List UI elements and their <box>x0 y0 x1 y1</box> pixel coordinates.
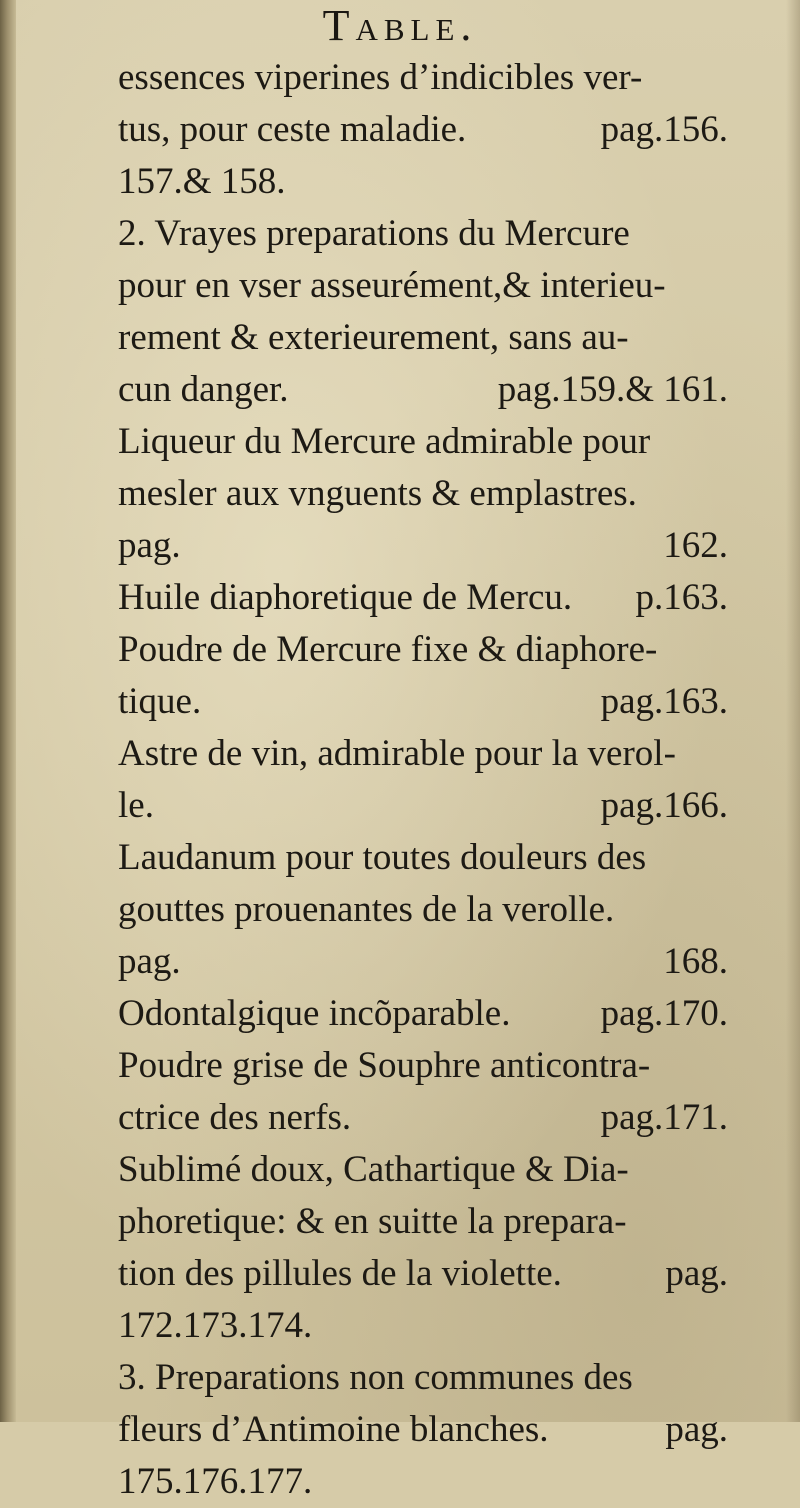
page-reference: pag.171. <box>600 1097 728 1138</box>
entry-line <box>118 1352 728 1404</box>
entry-line <box>118 1300 728 1352</box>
entry-text: cun danger. <box>118 369 289 410</box>
entry-line <box>118 520 728 572</box>
entry-text: rement & exterieurement, sans au- <box>118 317 629 358</box>
page-reference: pag.159.& 161. <box>497 369 728 410</box>
table-entry <box>118 1144 728 1352</box>
entry-line <box>118 364 728 416</box>
entry-line <box>118 312 728 364</box>
entry-text: tus, pour ceste maladie. <box>118 109 467 150</box>
entry-text: Poudre grise de Souphre anticontra- <box>118 1045 651 1086</box>
entry-text: pour en vser asseurément,& interieu- <box>118 265 666 306</box>
table-entry <box>118 832 728 988</box>
table-entry <box>118 208 728 416</box>
entry-text: essences viperines d’indicibles ver- <box>118 57 643 98</box>
entry-text: Odontalgique incõparable. <box>118 993 511 1034</box>
entry-line <box>118 624 728 676</box>
entry-line <box>118 208 728 260</box>
entry-line <box>118 728 728 780</box>
entry-line <box>118 156 728 208</box>
table-entry <box>118 988 728 1040</box>
entry-line <box>118 780 728 832</box>
table-entries <box>118 52 728 1508</box>
entry-line <box>118 832 728 884</box>
entry-line <box>118 1040 728 1092</box>
entry-text: 3. Preparations non communes des <box>118 1357 633 1398</box>
entry-line <box>118 260 728 312</box>
entry-text: phoretique: & en suitte la prepara- <box>118 1201 627 1242</box>
table-entry <box>118 416 728 572</box>
entry-line <box>118 1196 728 1248</box>
page-reference: 162. <box>663 525 728 566</box>
page-reference: pag.166. <box>600 785 728 826</box>
entry-text: Liqueur du Mercure admirable pour <box>118 421 651 462</box>
entry-text: le. <box>118 785 154 826</box>
table-entry <box>118 624 728 728</box>
page-reference: pag.156. <box>600 109 728 150</box>
entry-line <box>118 468 728 520</box>
table-entry <box>118 728 728 832</box>
entry-text: Poudre de Mercure fixe & diaphore- <box>118 629 658 670</box>
entry-line <box>118 572 728 624</box>
entry-text: tique. <box>118 681 202 722</box>
entry-line <box>118 1456 728 1508</box>
page-reference: p.163. <box>635 577 728 618</box>
table-entry <box>118 572 728 624</box>
entry-line <box>118 988 728 1040</box>
entry-text: 2. Vrayes preparations du Mercure <box>118 213 630 254</box>
entry-line <box>118 52 728 104</box>
entry-text: tion des pillules de la violette. <box>118 1253 562 1294</box>
page-reference: pag.170. <box>600 993 728 1034</box>
entry-text: Laudanum pour toutes douleurs des <box>118 837 647 878</box>
entry-line <box>118 1144 728 1196</box>
entry-text: fleurs d’Antimoine blanches. <box>118 1409 549 1450</box>
entry-line <box>118 1404 728 1456</box>
page-reference: pag. <box>665 1409 728 1450</box>
running-header: Table. <box>322 1 478 50</box>
entry-text: Huile diaphoretique de Mercu. <box>118 577 573 618</box>
entry-text: gouttes prouenantes de la verolle. <box>118 889 615 930</box>
entry-line <box>118 1092 728 1144</box>
entry-line <box>118 104 728 156</box>
entry-line <box>118 1248 728 1300</box>
entry-text: ctrice des nerfs. <box>118 1097 352 1138</box>
entry-line <box>118 884 728 936</box>
entry-text: mesler aux vnguents & emplastres. <box>118 473 637 514</box>
page-edge-shadow <box>786 0 800 1422</box>
entry-text: Sublimé doux, Cathartique & Dia- <box>118 1149 629 1190</box>
table-entry <box>118 1040 728 1144</box>
entry-text: 175.176.177. <box>118 1461 313 1502</box>
entry-line <box>118 676 728 728</box>
entry-text: Astre de vin, admirable pour la verol- <box>118 733 676 774</box>
entry-text: pag. <box>118 525 181 566</box>
entry-line <box>118 416 728 468</box>
entry-line <box>118 936 728 988</box>
page-gutter-shadow <box>0 0 16 1422</box>
page-reference: pag.163. <box>600 681 728 722</box>
entry-text: pag. <box>118 941 181 982</box>
table-entry <box>118 1352 728 1508</box>
entry-text: 157.& 158. <box>118 161 286 202</box>
entry-text: 172.173.174. <box>118 1305 313 1346</box>
page-reference: 168. <box>663 941 728 982</box>
page-reference: pag. <box>665 1253 728 1294</box>
table-entry <box>118 52 728 208</box>
